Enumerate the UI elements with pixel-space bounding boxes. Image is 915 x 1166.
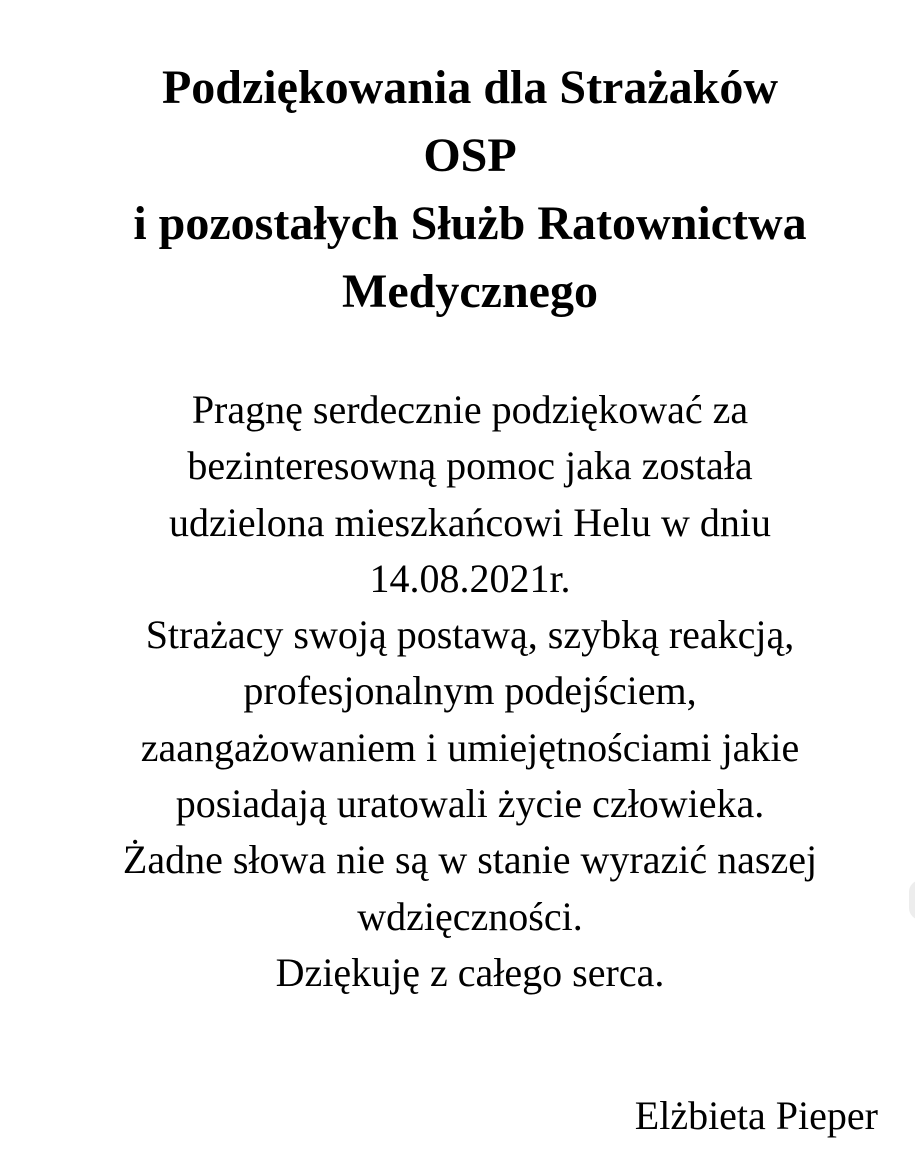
body-line: udzielona mieszkańcowi Helu w dniu — [168, 499, 772, 545]
body-line: profesjonalnym podejściem, — [243, 668, 697, 714]
title-line: OSP — [423, 129, 517, 182]
body-line: wdzięczności. — [357, 893, 583, 939]
scan-edge-mark — [909, 880, 915, 920]
letter-body — [0, 382, 915, 1001]
body-line: Żadne słowa nie są w stanie wyrazić naszej — [122, 837, 818, 883]
body-line: bezinteresowną pomoc jaka została — [187, 443, 753, 489]
body-line: Pragnę serdecznie podziękować za — [191, 387, 749, 432]
title-line: i pozostałych Służb Ratownictwa — [133, 197, 807, 250]
signature: Elżbieta Pieper — [634, 1093, 878, 1138]
body-line: zaangażowaniem i umiejętnościami jakie — [140, 724, 800, 770]
body-line: Strażacy swoją postawą, szybką reakcją, — [145, 612, 795, 658]
letter-title — [0, 54, 915, 326]
body-line: Dziękuję z całego serca. — [275, 949, 665, 995]
body-line: posiadają uratowali życie człowieka. — [175, 781, 765, 827]
body-line: 14.08.2021r. — [369, 555, 571, 601]
title-line: Medycznego — [342, 265, 598, 318]
title-line: Podziękowania dla Strażaków — [161, 61, 779, 114]
